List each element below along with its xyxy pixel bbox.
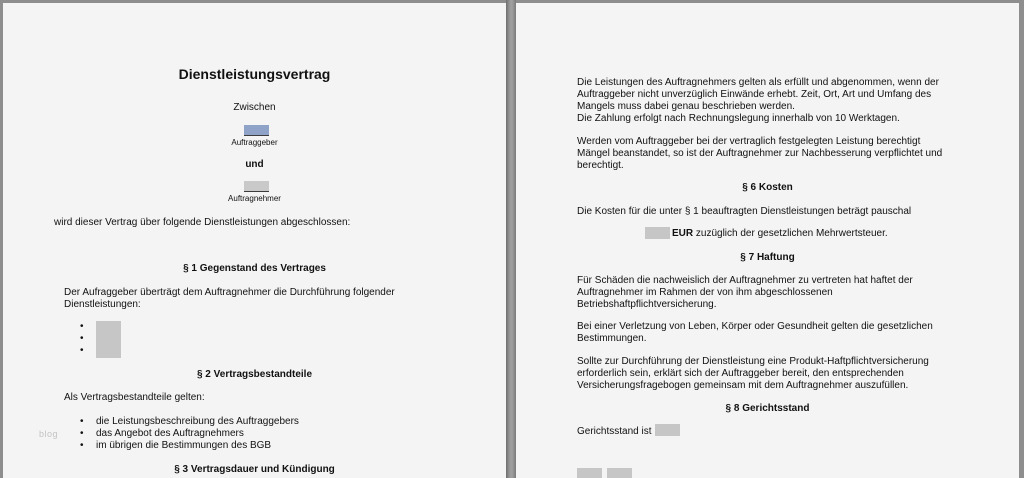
vat-text: zuzüglich der gesetzlichen Mehrwertsteuer. <box>693 228 888 239</box>
price-line <box>672 228 888 240</box>
paragraph-line: Auftragnehmer im Rahmen der von ihm abgeschlossenen <box>577 287 833 298</box>
section-6-heading: § 6 Kosten <box>742 182 793 193</box>
signature-place-field[interactable] <box>577 468 602 478</box>
paragraph-line: berechtigt. <box>577 160 624 171</box>
list-item: die Leistungsbeschreibung des Auftraggebers <box>96 416 299 427</box>
and-label: und <box>245 159 264 170</box>
paragraph-line: erforderlich sein, erklärt sich der Auftraggeber bereit, den entsprechenden <box>577 368 904 379</box>
section-6-text: Die Kosten für die unter § 1 beauftragten Dienstleistungen beträgt pauschal <box>577 206 912 217</box>
bullet-icon: • <box>80 333 84 344</box>
services-list-field[interactable] <box>96 321 121 358</box>
price-field[interactable] <box>645 227 670 239</box>
signature-date-field[interactable] <box>607 468 632 478</box>
document-title: Dienstleistungsvertrag <box>178 66 331 82</box>
paragraph-line: Werden vom Auftraggeber bei der vertraglich festgelegten Leistung berechtigt <box>577 136 921 147</box>
between-label: Zwischen <box>233 102 276 113</box>
section-1-text-line: Dienstleistungen: <box>64 299 141 310</box>
paragraph-line: Auftraggeber nicht unverzüglich Einwände erhebt. Zeit, Ort, Art und Umfang des <box>577 89 932 100</box>
bullet-icon: • <box>80 345 84 356</box>
auftraggeber-label: Auftraggeber <box>231 138 278 147</box>
section-1-heading: § 1 Gegenstand des Vertrages <box>183 263 326 274</box>
section-7-heading: § 7 Haftung <box>740 252 795 263</box>
section-3-heading: § 3 Vertragsdauer und Kündigung <box>174 464 335 475</box>
section-8-heading: § 8 Gerichtsstand <box>725 403 810 414</box>
section-2-heading: § 2 Vertragsbestandteile <box>196 369 313 380</box>
auftraggeber-field[interactable] <box>244 125 269 136</box>
section-2-text: Als Vertragsbestandteile gelten: <box>64 392 205 403</box>
paragraph-line: Betriebshaftpflichtversicherung. <box>577 299 717 310</box>
paragraph-line: Die Zahlung erfolgt nach Rechnungslegung innerhalb von 10 Werktagen. <box>577 113 900 124</box>
currency-label: EUR <box>672 228 694 239</box>
jurisdiction-text: Gerichtsstand ist <box>577 426 652 437</box>
section-1-text-line: Der Aufraggeber überträgt dem Auftragnehmer die Durchführung folgender <box>64 287 395 298</box>
paragraph-line: Für Schäden die nachweislich der Auftragnehmer zu vertreten hat haftet der <box>577 275 913 286</box>
jurisdiction-field[interactable] <box>655 424 680 436</box>
page-left <box>3 3 506 478</box>
paragraph-line: Mängel beanstandet, so ist der Auftragnehmer zur Nachbesserung verpflichtet und <box>577 148 943 159</box>
watermark: blog <box>39 429 59 439</box>
bullet-icon: • <box>80 321 84 332</box>
paragraph-line: Die Leistungen des Auftragnehmers gelten als erfüllt und abgenommen, wenn der <box>577 77 939 88</box>
page-right <box>516 3 1019 478</box>
paragraph-line: Mangels muss dabei genau beschrieben werden. <box>577 101 795 112</box>
bullet-icon: • <box>80 440 84 451</box>
paragraph-line: Sollte zur Durchführung der Dienstleistung eine Produkt-Haftpflichtversicherung <box>577 356 929 367</box>
paragraph-line: Bestimmungen. <box>577 333 647 344</box>
paragraph-line: Bei einer Verletzung von Leben, Körper oder Gesundheit gelten die gesetzlichen <box>577 321 933 332</box>
auftragnehmer-field[interactable] <box>244 181 269 192</box>
page-gutter <box>506 0 516 478</box>
auftragnehmer-label: Auftragnehmer <box>228 194 281 203</box>
paragraph-line: Versicherungsfragebogen gemeinsam mit dem Auftragnehmer auszufüllen. <box>577 380 909 391</box>
list-item: das Angebot des Auftragnehmers <box>96 428 244 439</box>
intro-text: wird dieser Vertrag über folgende Dienstleistungen abgeschlossen: <box>54 217 351 228</box>
bullet-icon: • <box>80 428 84 439</box>
list-item: im übrigen die Bestimmungen des BGB <box>96 440 272 451</box>
bullet-icon: • <box>80 416 84 427</box>
